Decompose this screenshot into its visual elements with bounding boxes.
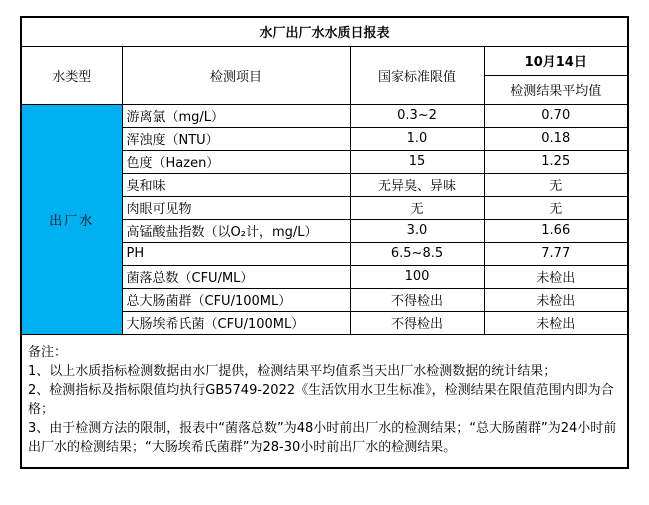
item-cell: PH (122, 242, 350, 265)
water-quality-table (20, 16, 629, 469)
water-type-cell: 出厂水 (21, 104, 122, 334)
limit-cell: 无 (350, 196, 484, 219)
notes-row (21, 334, 628, 468)
limit-cell: 0.3~2 (350, 104, 484, 127)
item-cell: 总大肠菌群（CFU/100ML） (122, 288, 350, 311)
result-cell: 未检出 (484, 265, 628, 288)
item-cell: 浑浊度（NTU） (122, 127, 350, 150)
note-line-3: 3、由于检测方法的限制，报表中“菌落总数”为48小时前出厂水的检测结果；“总大肠菌群”为24小时前出厂水的检测结果；“大肠埃希氏菌群”为28-30小时前出厂水的检测结果。 (28, 420, 617, 455)
header-test-item: 检测项目 (122, 46, 350, 104)
header-result-avg: 检测结果平均值 (484, 75, 628, 104)
page-title: 水厂出厂水水质日报表 (21, 17, 628, 46)
title-row (21, 17, 628, 46)
item-cell: 菌落总数（CFU/ML） (122, 265, 350, 288)
limit-cell: 3.0 (350, 219, 484, 242)
header-water-type: 水类型 (21, 46, 122, 104)
item-cell: 游离氯（mg/L） (122, 104, 350, 127)
limit-cell: 15 (350, 150, 484, 173)
limit-cell: 100 (350, 265, 484, 288)
note-line-1: 1、以上水质指标检测数据由水厂提供，检测结果平均值系当天出厂水检测数据的统计结果； (28, 363, 557, 379)
result-cell: 1.25 (484, 150, 628, 173)
notes-label: 备注： (28, 344, 68, 360)
result-cell: 未检出 (484, 288, 628, 311)
limit-cell: 不得检出 (350, 288, 484, 311)
item-cell: 大肠埃希氏菌（CFU/100ML） (122, 311, 350, 334)
notes-cell (21, 334, 628, 468)
result-cell: 无 (484, 173, 628, 196)
result-cell: 无 (484, 196, 628, 219)
result-cell: 未检出 (484, 311, 628, 334)
result-cell: 7.77 (484, 242, 628, 265)
limit-cell: 6.5~8.5 (350, 242, 484, 265)
item-cell: 色度（Hazen） (122, 150, 350, 173)
note-line-2: 2、检测指标及指标限值均执行GB5749-2022《生活饮用水卫生标准》，检测结果在限值范围内即为合格； (28, 382, 614, 417)
table-row (21, 104, 628, 127)
item-cell: 臭和味 (122, 173, 350, 196)
limit-cell: 不得检出 (350, 311, 484, 334)
item-cell: 肉眼可见物 (122, 196, 350, 219)
result-cell: 1.66 (484, 219, 628, 242)
item-cell: 高锰酸盐指数（以O₂计，mg/L） (122, 219, 350, 242)
header-standard-limit: 国家标准限值 (350, 46, 484, 104)
result-cell: 0.70 (484, 104, 628, 127)
limit-cell: 1.0 (350, 127, 484, 150)
header-date: 10月14日 (484, 46, 628, 75)
limit-cell: 无异臭、异味 (350, 173, 484, 196)
header-row-top (21, 46, 628, 75)
result-cell: 0.18 (484, 127, 628, 150)
